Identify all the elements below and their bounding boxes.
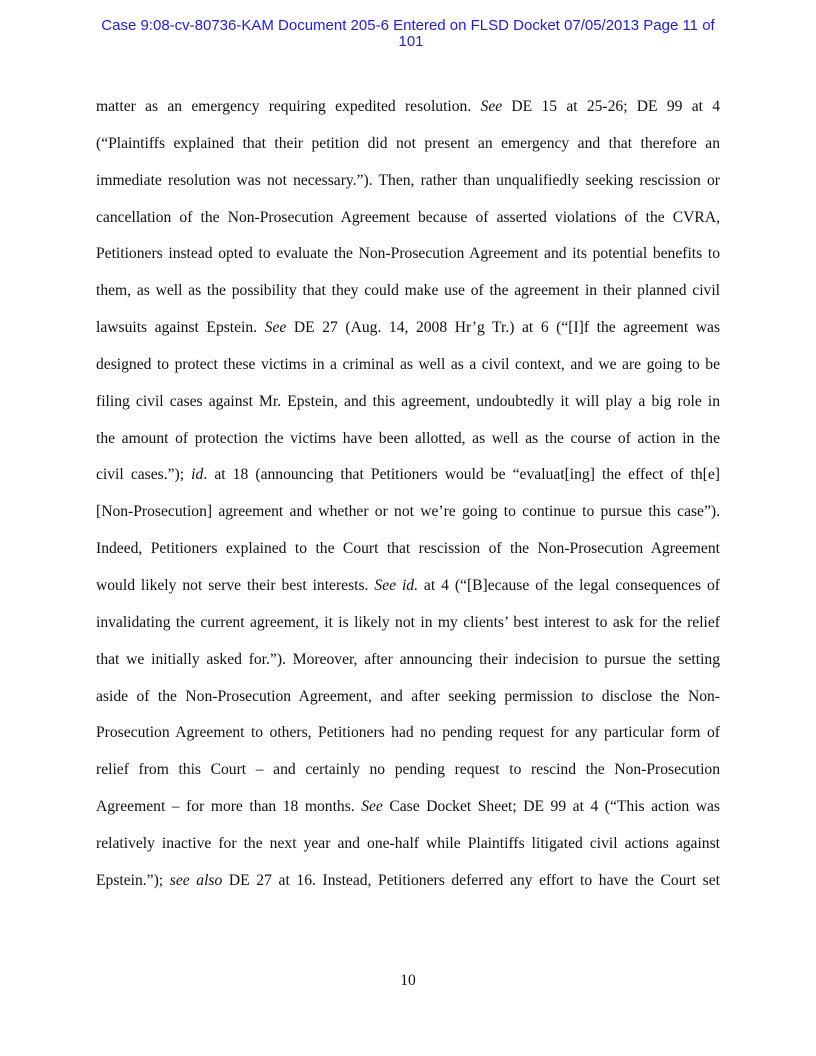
text-run: cancellation of the Non-Prosecution Agreement because of asserted violations of the CVRA, (96, 208, 720, 226)
text-line (96, 533, 720, 570)
text-run: that we initially asked for.”). Moreover, after announcing their indecision to pursue the setting (96, 650, 720, 668)
text-line (96, 828, 720, 865)
text-line (96, 717, 720, 754)
text-run: Indeed, Petitioners explained to the Court that rescission of the Non-Prosecution Agreement (96, 540, 720, 558)
text-run: (“Plaintiffs explained that their petition did not present an emergency and that therefore an (96, 134, 720, 152)
text-line (96, 349, 720, 386)
text-line (96, 865, 720, 902)
text-line (96, 644, 720, 681)
text-run: immediate resolution was not necessary.”). Then, rather than unqualifiedly seeking rescission or (96, 171, 720, 189)
docket-header-line-1: Case 9:08-cv-80736-KAM Document 205-6 Entered on FLSD Docket 07/05/2013 Page 11 of (101, 17, 715, 34)
text-line (96, 791, 720, 828)
text-run: the amount of protection the victims have been allotted, as well as the course of action in the (96, 429, 720, 447)
text-run: . at 18 (announcing that Petitioners would be “evaluat[ing] the effect of th[e] (203, 466, 720, 484)
text-line (96, 238, 720, 275)
citation-signal: See (480, 98, 503, 115)
text-line (96, 275, 720, 312)
text-run: lawsuits against Epstein. (96, 319, 265, 337)
body-paragraph (96, 91, 720, 902)
text-run: at 4 (“[B]ecause of the legal consequences of (418, 576, 720, 594)
text-line (96, 128, 720, 165)
text-line (96, 165, 720, 202)
text-line (96, 202, 720, 239)
text-line (96, 91, 720, 128)
text-run: filing civil cases against Mr. Epstein, and this agreement, undoubtedly it will play a big role in (96, 392, 720, 410)
citation-signal: id (191, 466, 204, 484)
text-run: designed to protect these victims in a criminal as well as a civil context, and we are going to be (96, 355, 720, 373)
docket-header-line-2: 101 (398, 33, 424, 50)
text-run: Petitioners instead opted to evaluate the Non-Prosecution Agreement and its potential benefits to (96, 245, 720, 263)
text-run: DE 27 (Aug. 14, 2008 Hr’g Tr.) at 6 (“[I]f the agreement was (286, 319, 721, 337)
text-line (96, 459, 720, 496)
text-run: DE 27 at 16. Instead, Petitioners deferred any effort to have the Court set (222, 871, 720, 889)
citation-signal: See id. (374, 576, 418, 594)
text-line (96, 570, 720, 607)
text-run: civil cases.”); (96, 466, 192, 484)
text-line (96, 607, 720, 644)
text-line (96, 681, 720, 718)
text-line (96, 754, 720, 791)
text-run: Agreement – for more than 18 months. (96, 798, 362, 816)
citation-signal: See (361, 798, 383, 816)
text-run: Epstein.”); (96, 871, 170, 889)
text-line (96, 496, 720, 533)
text-run: DE 15 at 25-26; DE 99 at 4 (502, 98, 721, 115)
text-run: relief from this Court – and certainly no pending request to rescind the Non-Prosecution (96, 761, 720, 779)
text-line (96, 423, 720, 460)
citation-signal: see also (169, 871, 223, 889)
text-run: aside of the Non-Prosecution Agreement, and after seeking permission to disclose the Non- (96, 687, 720, 705)
text-run: Case Docket Sheet; DE 99 at 4 (“This action was (382, 798, 720, 816)
text-run: invalidating the current agreement, it is likely not in my clients’ best interest to ask for the relief (96, 613, 720, 631)
docket-header (0, 18, 816, 50)
text-run: them, as well as the possibility that they could make use of the agreement in their planned civil (96, 282, 720, 300)
citation-signal: See (264, 319, 287, 337)
text-run: [Non-Prosecution] agreement and whether or not we’re going to continue to pursue this case”). (96, 503, 720, 521)
text-run: relatively inactive for the next year and one-half while Plaintiffs litigated civil actions against (96, 834, 720, 852)
text-line (96, 312, 720, 349)
text-line (96, 386, 720, 423)
page-number: 10 (400, 972, 416, 989)
text-run: Prosecution Agreement to others, Petitioners had no pending request for any particular form of (96, 724, 720, 742)
text-run: would likely not serve their best interests. (96, 576, 375, 594)
text-run: matter as an emergency requiring expedited resolution. (96, 98, 481, 115)
